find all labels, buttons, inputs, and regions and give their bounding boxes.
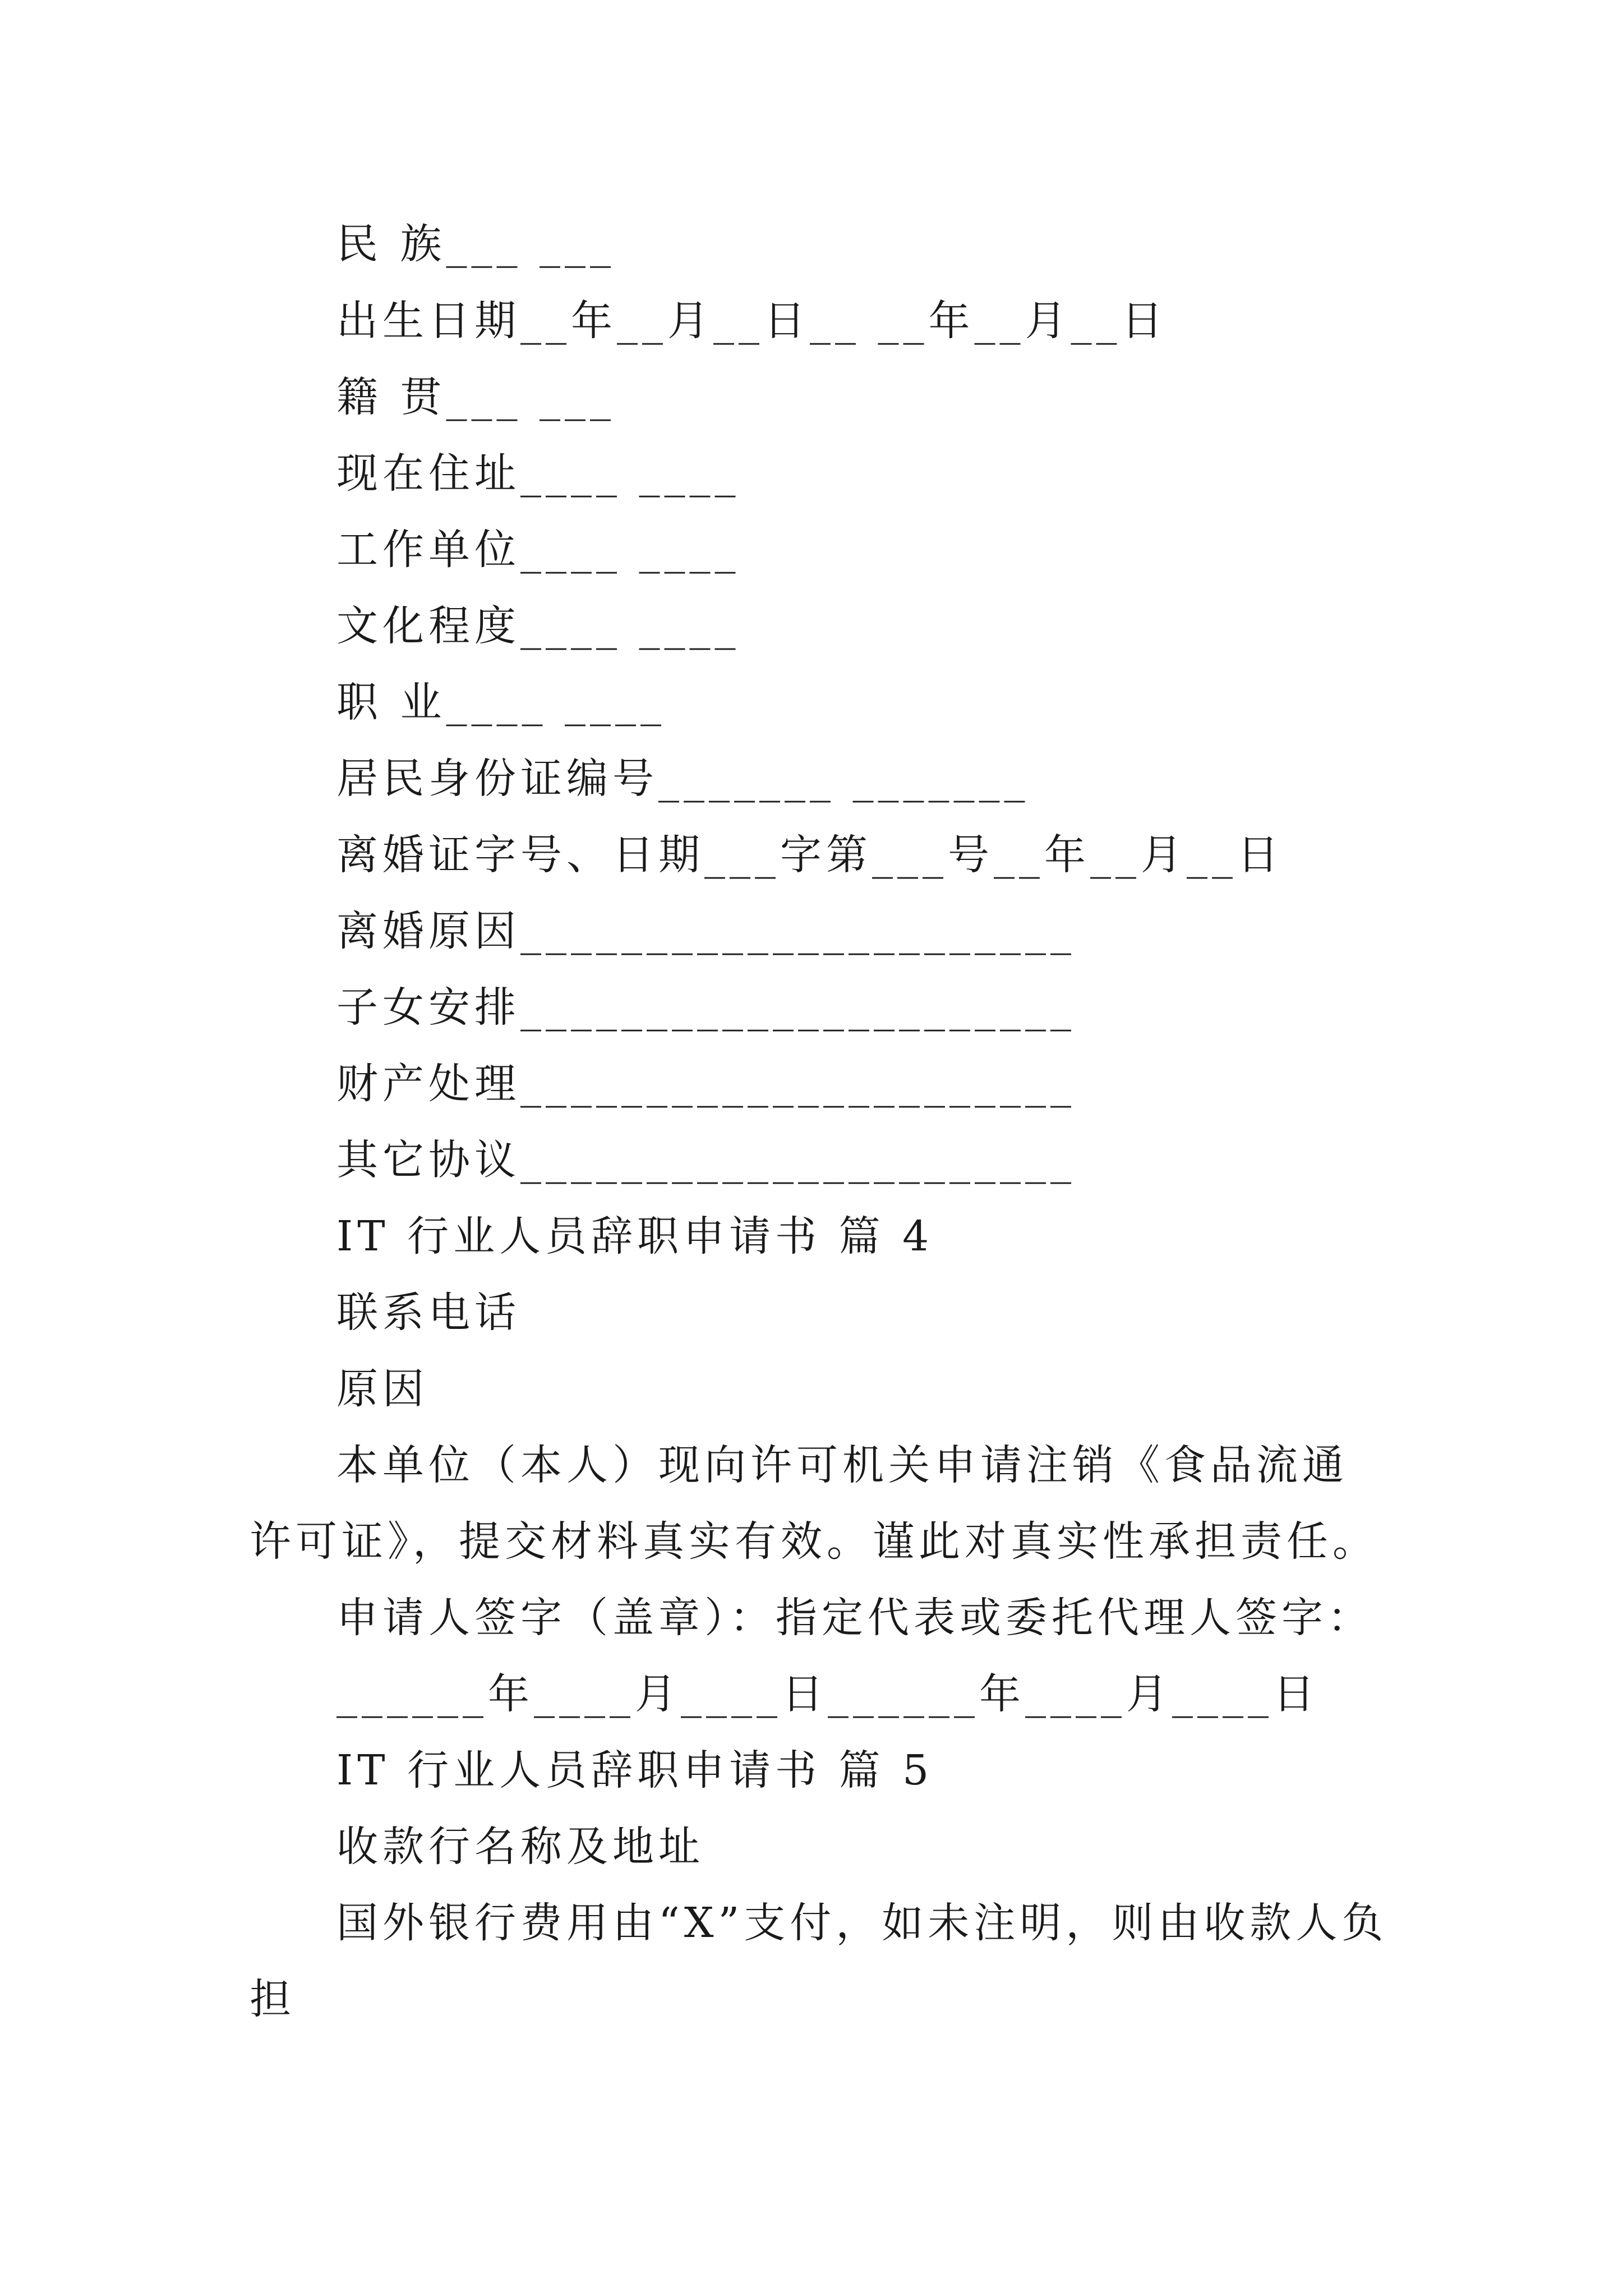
property-handling-field: 财产处理______________________ (336, 1060, 1076, 1108)
bank-name-address-label: 收款行名称及地址 (336, 1823, 704, 1871)
divorce-certificate-field: 离婚证字号、日期___字第___号__年__月__日 (336, 831, 1283, 879)
birth-date-field: 出生日期__年__月__日__ __年__月__日 (336, 297, 1168, 345)
divorce-reason-field: 离婚原因______________________ (336, 907, 1076, 955)
current-address-field: 现在住址____ ____ (336, 449, 740, 498)
cancellation-statement: 本单位（本人）现向许可机关申请注销《食品流通许可证》，提交材料真实有效。谨此对真实性承担责任。 (250, 1441, 1378, 1566)
section-4-heading: IT 行业人员辞职申请书 篇 4 (336, 1212, 934, 1260)
section-5-heading: IT 行业人员辞职申请书 篇 5 (336, 1746, 934, 1795)
children-arrangement-field: 子女安排______________________ (336, 983, 1076, 1032)
occupation-field: 职 业____ ____ (336, 678, 666, 726)
reason-label: 原因 (336, 1365, 428, 1413)
native-place-field: 籍 贯___ ___ (336, 373, 616, 421)
ethnicity-field: 民 族___ ___ (336, 220, 616, 268)
bank-fee-statement: 国外银行费用由“X”支付，如未注明，则由收款人负担 (250, 1899, 1388, 2023)
contact-phone-label: 联系电话 (336, 1289, 520, 1337)
education-field: 文化程度____ ____ (336, 602, 740, 650)
id-number-field: 居民身份证编号_______ _______ (336, 754, 1030, 803)
work-unit-field: 工作单位____ ____ (336, 526, 740, 574)
date-line: ______年____月____日______年____月____日 (336, 1670, 1319, 1718)
other-agreement-field: 其它协议______________________ (336, 1136, 1076, 1184)
signature-line: 申请人签字（盖章）：指定代表或委托代理人签字： (336, 1594, 1373, 1642)
